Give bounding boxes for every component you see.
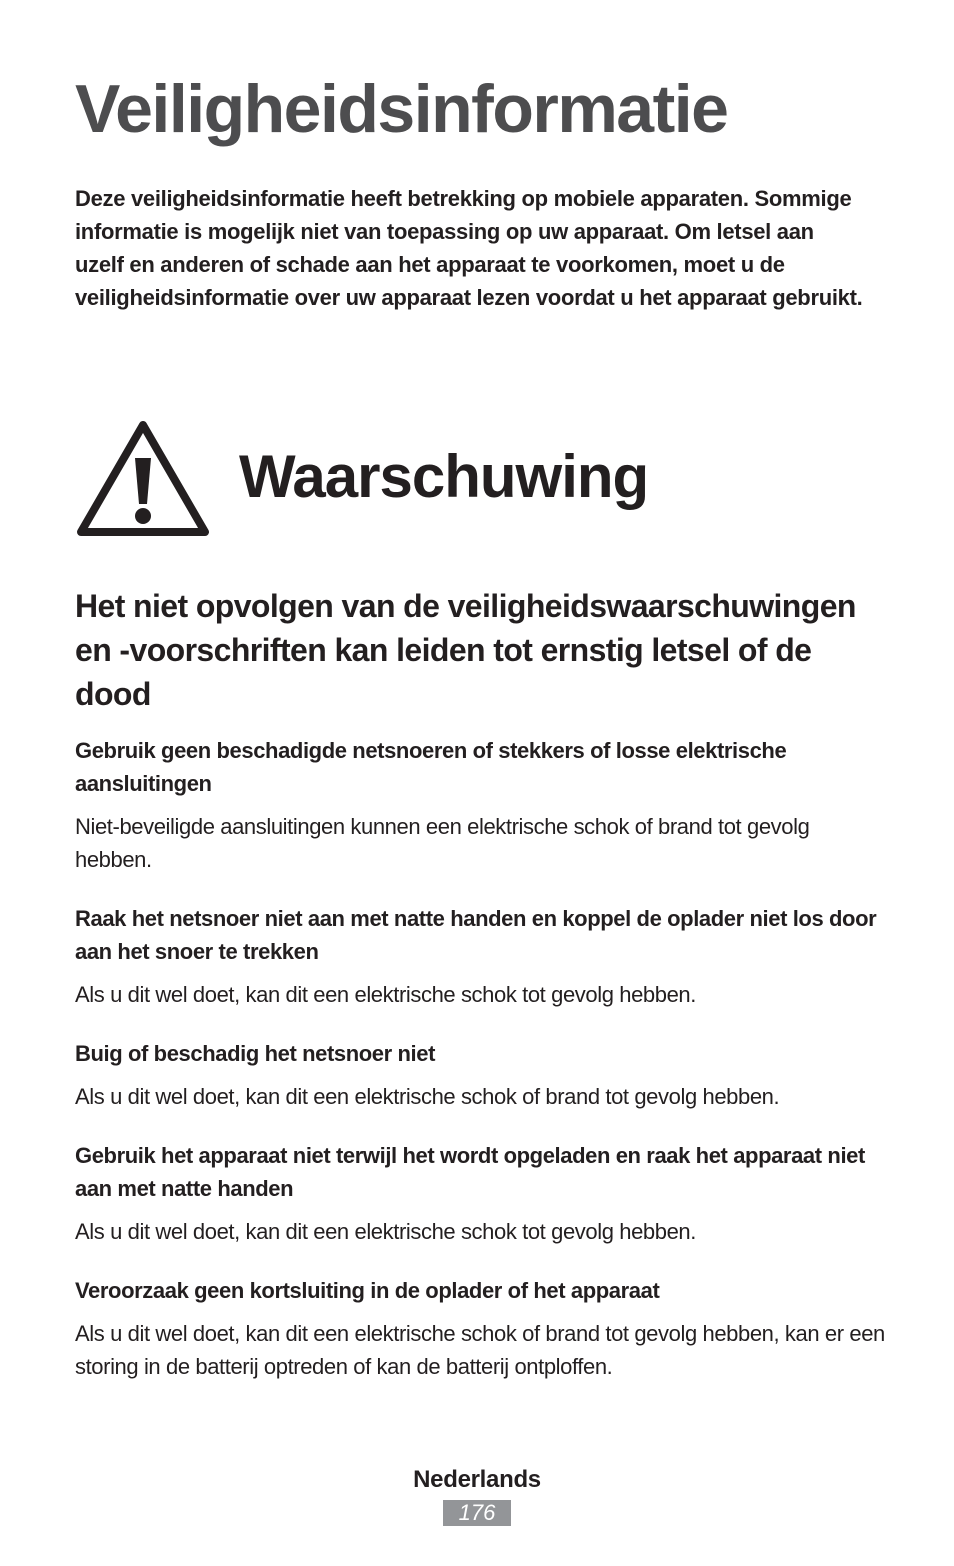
warning-item-body: Als u dit wel doet, kan dit een elektrische schok of brand tot gevolg hebben, kan er een storing in de batterij optreden of kan de batterij ontploffen.	[75, 1321, 885, 1379]
warning-item	[75, 1139, 885, 1248]
warning-item-body: Als u dit wel doet, kan dit een elektrische schok tot gevolg hebben.	[75, 982, 696, 1007]
warning-block	[75, 418, 885, 540]
warning-item-title: Buig of beschadig het netsnoer niet	[75, 1041, 436, 1066]
warning-item	[75, 734, 885, 876]
section-heading: Het niet opvolgen van de veiligheidswaarschuwingen en -voorschriften kan leiden tot ernstig letsel of de dood	[75, 588, 856, 712]
warning-triangle-icon	[75, 418, 211, 540]
warning-item-title: Veroorzaak geen kortsluiting in de oplader of het apparaat	[75, 1278, 660, 1303]
warning-item-title: Raak het netsnoer niet aan met natte handen en koppel de oplader niet los door aan het snoer te trekken	[75, 906, 877, 964]
warning-item	[75, 1274, 885, 1383]
intro-paragraph: Deze veiligheidsinformatie heeft betrekking op mobiele apparaten. Sommige informatie is mogelijk niet van toepassing op uw apparaat. Om letsel aan uzelf en anderen of schade aan het apparaat te voorkomen, moet u de veiligheidsinformatie over uw apparaat lezen voordat u het apparaat gebruikt.	[75, 186, 863, 310]
warning-title: Waarschuwing	[239, 443, 649, 510]
warning-item-body: Als u dit wel doet, kan dit een elektrische schok of brand tot gevolg hebben.	[75, 1084, 780, 1109]
warning-items	[75, 734, 885, 1409]
warning-item	[75, 1037, 885, 1113]
page-title: Veiligheidsinformatie	[75, 71, 728, 147]
footer-language: Nederlands	[413, 1466, 541, 1493]
page-number: 176	[443, 1500, 511, 1526]
warning-item	[75, 902, 885, 1011]
page-footer	[0, 1463, 954, 1526]
warning-item-title: Gebruik het apparaat niet terwijl het wordt opgeladen en raak het apparaat niet aan met natte handen	[75, 1143, 865, 1201]
warning-item-body: Niet-beveiligde aansluitingen kunnen een elektrische schok of brand tot gevolg hebben.	[75, 814, 810, 872]
warning-item-body: Als u dit wel doet, kan dit een elektrische schok tot gevolg hebben.	[75, 1219, 696, 1244]
warning-item-title: Gebruik geen beschadigde netsnoeren of stekkers of losse elektrische aansluitingen	[75, 738, 787, 796]
